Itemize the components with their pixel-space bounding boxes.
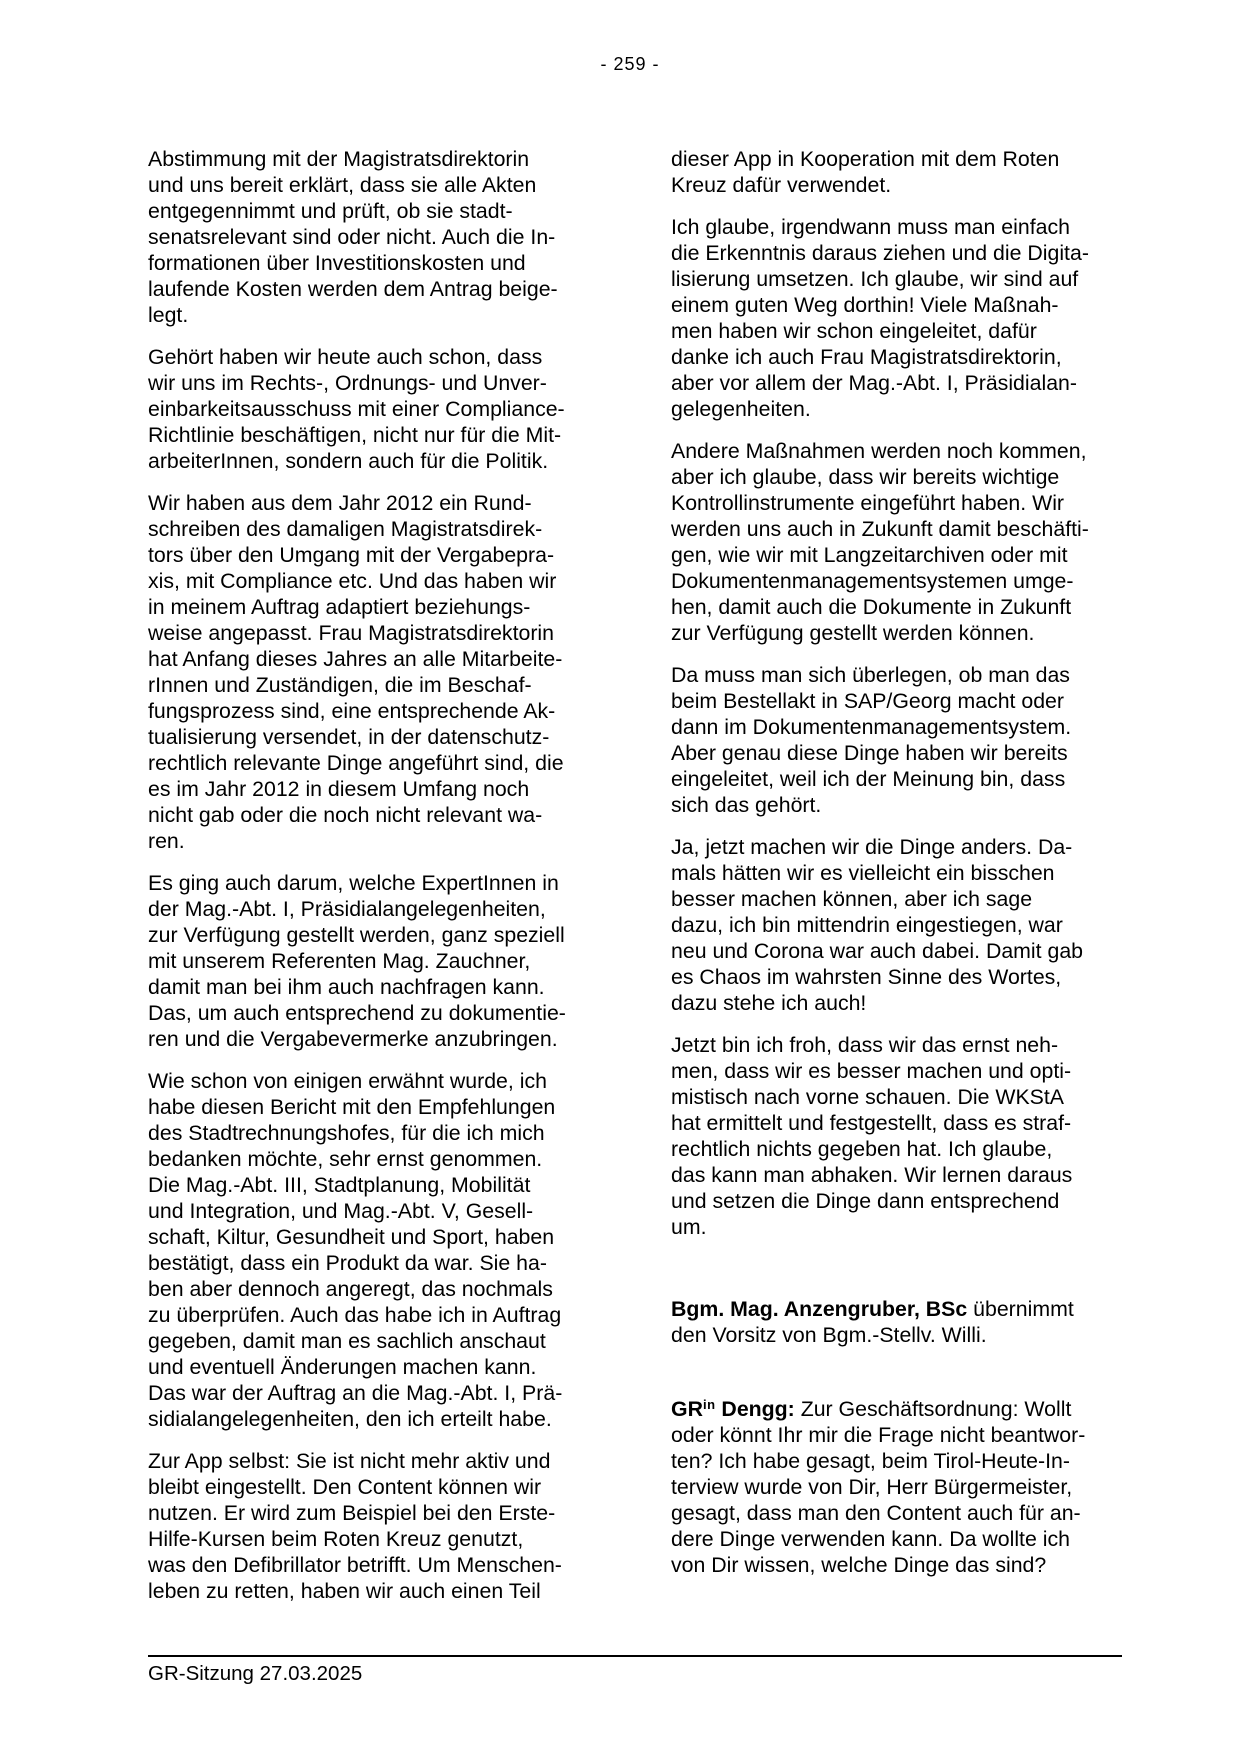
text-run: Abstimmung mit der Magistratsdirektorin xyxy=(148,147,530,171)
text-run: Ja, jetzt machen wir die Dinge anders. Da- xyxy=(671,835,1073,859)
paragraph xyxy=(148,146,589,328)
text-run: bestätigt, dass ein Produkt da war. Sie ha- xyxy=(148,1251,547,1275)
text-run: leben zu retten, haben wir auch einen Teil xyxy=(148,1579,541,1603)
text-run: und Integration, und Mag.-Abt. V, Gesell- xyxy=(148,1199,534,1223)
paragraph xyxy=(671,1296,1112,1348)
text-run: hen, damit auch die Dokumente in Zukunft xyxy=(671,595,1072,619)
text-run: Jetzt bin ich froh, dass wir das ernst neh- xyxy=(671,1033,1059,1057)
text-run: Gehört haben wir heute auch schon, dass xyxy=(148,345,543,369)
text-run: fungsprozess sind, eine entsprechende Ak- xyxy=(148,699,556,723)
text-run: und uns bereit erklärt, dass sie alle Akten xyxy=(148,173,537,197)
paragraph xyxy=(671,214,1112,422)
text-run: ren. xyxy=(148,829,185,853)
text-run: weise angepasst. Frau Magistratsdirektorin xyxy=(148,621,555,645)
text-run: schaft, Kiltur, Gesundheit und Sport, haben xyxy=(148,1225,555,1249)
text-run: einem guten Weg dorthin! Viele Maßnah- xyxy=(671,293,1059,317)
text-run: gesagt, dass man den Content auch für an- xyxy=(671,1501,1081,1525)
column-left xyxy=(148,146,589,1620)
paragraph xyxy=(671,662,1112,818)
text-run: hat Anfang dieses Jahres an alle Mitarbeite- xyxy=(148,647,563,671)
text-run: Kontrollinstrumente eingeführt haben. Wir xyxy=(671,491,1065,515)
text-run: und eventuell Änderungen machen kann. xyxy=(148,1355,537,1379)
text-run: legt. xyxy=(148,303,189,327)
text-run: Dokumentenmanagementsystemen umge- xyxy=(671,569,1074,593)
text-run: arbeiterInnen, sondern auch für die Politik. xyxy=(148,449,549,473)
footer-divider xyxy=(148,1655,1122,1657)
text-run: übernimmt xyxy=(967,1297,1074,1321)
text-run: nicht gab oder die noch nicht relevant wa- xyxy=(148,803,543,827)
text-run: tors über den Umgang mit der Vergabepra- xyxy=(148,543,555,567)
text-run: hat ermittelt und festgestellt, dass es straf- xyxy=(671,1111,1072,1135)
text-run: um. xyxy=(671,1215,707,1239)
text-run: dieser App in Kooperation mit dem Roten xyxy=(671,147,1060,171)
text-run: danke ich auch Frau Magistratsdirektorin, xyxy=(671,345,1062,369)
text-run: der Mag.-Abt. I, Präsidialangelegenheiten, xyxy=(148,897,546,921)
text-run: sidialangelegenheiten, den ich erteilt habe. xyxy=(148,1407,552,1431)
text-run: wir uns im Rechts-, Ordnungs- und Unver- xyxy=(148,371,547,395)
text-run: bedanken möchte, sehr ernst genommen. xyxy=(148,1147,543,1171)
text-run: es im Jahr 2012 in diesem Umfang noch xyxy=(148,777,530,801)
text-run: in meinem Auftrag adaptiert beziehungs- xyxy=(148,595,531,619)
text-run: die Erkenntnis daraus ziehen und die Digita- xyxy=(671,241,1089,265)
text-run: mals hätten wir es vielleicht ein bisschen xyxy=(671,861,1055,885)
text-run: rInnen und Zuständigen, die im Beschaf- xyxy=(148,673,532,697)
paragraph xyxy=(148,870,589,1052)
text-run: bleibt eingestellt. Den Content können wir xyxy=(148,1475,542,1499)
text-run: aber ich glaube, dass wir bereits wichtige xyxy=(671,465,1060,489)
text-run: Zur Geschäftsordnung: Wollt xyxy=(794,1397,1072,1421)
text-run: Die Mag.-Abt. III, Stadtplanung, Mobilität xyxy=(148,1173,531,1197)
text-run: men, dass wir es besser machen und opti- xyxy=(671,1059,1072,1083)
text-run: Kreuz dafür verwendet. xyxy=(671,173,892,197)
text-run: Das, um auch entsprechend zu dokumentie- xyxy=(148,1001,566,1025)
text-run: Zur App selbst: Sie ist nicht mehr aktiv und xyxy=(148,1449,551,1473)
text-run: ren und die Vergabevermerke anzubringen. xyxy=(148,1027,558,1051)
text-run: Wie schon von einigen erwähnt wurde, ich xyxy=(148,1069,547,1093)
text-run: gegeben, damit man es sachlich anschaut xyxy=(148,1329,546,1353)
text-run: Ich glaube, irgendwann muss man einfach xyxy=(671,215,1070,239)
text-run: zur Verfügung gestellt werden, ganz speziell xyxy=(148,923,565,947)
column-right xyxy=(671,146,1112,1620)
text-run: Richtlinie beschäftigen, nicht nur für die Mit- xyxy=(148,423,562,447)
text-run: lisierung umsetzen. Ich glaube, wir sind auf xyxy=(671,267,1079,291)
text-run: was den Defibrillator betrifft. Um Menschen- xyxy=(148,1553,562,1577)
text-run: rechtlich nichts gegeben hat. Ich glaube, xyxy=(671,1137,1053,1161)
text-run: Das war der Auftrag an die Mag.-Abt. I, Prä- xyxy=(148,1381,563,1405)
text-run: zu überprüfen. Auch das habe ich in Auftrag xyxy=(148,1303,562,1327)
text-run: einbarkeitsausschuss mit einer Compliance- xyxy=(148,397,565,421)
paragraph xyxy=(148,1068,589,1432)
text-run: Aber genau diese Dinge haben wir bereits xyxy=(671,741,1068,765)
footer-text: GR-Sitzung 27.03.2025 xyxy=(148,1662,363,1685)
text-run: gen, wie wir mit Langzeitarchiven oder mit xyxy=(671,543,1068,567)
text-run: dazu stehe ich auch! xyxy=(671,991,867,1015)
text-run: werden uns auch in Zukunft damit beschäfti- xyxy=(671,517,1089,541)
text-run: laufende Kosten werden dem Antrag beige- xyxy=(148,277,558,301)
speaker-name: Dengg: xyxy=(715,1397,795,1421)
text-run: men haben wir schon eingeleitet, dafür xyxy=(671,319,1037,343)
text-run: habe diesen Bericht mit den Empfehlungen xyxy=(148,1095,556,1119)
text-run: Wir haben aus dem Jahr 2012 ein Rund- xyxy=(148,491,532,515)
paragraph xyxy=(671,438,1112,646)
text-run: beim Bestellakt in SAP/Georg macht oder xyxy=(671,689,1064,713)
text-run: Hilfe-Kursen beim Roten Kreuz genutzt, xyxy=(148,1527,524,1551)
text-run: das kann man abhaken. Wir lernen daraus xyxy=(671,1163,1073,1187)
text-run: dann im Dokumentenmanagementsystem. xyxy=(671,715,1072,739)
paragraph xyxy=(671,146,1112,198)
paragraph xyxy=(671,1392,1112,1578)
paragraph xyxy=(671,834,1112,1016)
text-run: ben aber dennoch angeregt, das nochmals xyxy=(148,1277,553,1301)
text-run: dazu, ich bin mittendrin eingestiegen, war xyxy=(671,913,1063,937)
text-run: dere Dinge verwenden kann. Da wollte ich xyxy=(671,1527,1070,1551)
paragraph xyxy=(671,1032,1112,1240)
paragraph xyxy=(148,490,589,854)
speaker-name: Bgm. Mag. Anzengruber, BSc xyxy=(671,1297,968,1321)
text-run: terview wurde von Dir, Herr Bürgermeister, xyxy=(671,1475,1073,1499)
text-run: formationen über Investitionskosten und xyxy=(148,251,526,275)
text-run: gelegenheiten. xyxy=(671,397,811,421)
text-run: Andere Maßnahmen werden noch kommen, xyxy=(671,439,1087,463)
text-run: von Dir wissen, welche Dinge das sind? xyxy=(671,1553,1047,1577)
paragraph xyxy=(148,1448,589,1604)
text-run: Da muss man sich überlegen, ob man das xyxy=(671,663,1070,687)
text-run: mit unserem Referenten Mag. Zauchner, xyxy=(148,949,531,973)
text-run: nutzen. Er wird zum Beispiel bei den Erste- xyxy=(148,1501,556,1525)
text-run: des Stadtrechnungshofes, für die ich mich xyxy=(148,1121,545,1145)
text-run: schreiben des damaligen Magistratsdirek- xyxy=(148,517,543,541)
text-run: mistisch nach vorne schauen. Die WKStA xyxy=(671,1085,1064,1109)
text-run: zur Verfügung gestellt werden können. xyxy=(671,621,1035,645)
text-run: eingeleitet, weil ich der Meinung bin, dass xyxy=(671,767,1066,791)
text-run: besser machen können, aber ich sage xyxy=(671,887,1033,911)
text-run: und setzen die Dinge dann entsprechend xyxy=(671,1189,1060,1213)
text-run: den Vorsitz von Bgm.-Stellv. Willi. xyxy=(671,1323,987,1347)
text-run: ten? Ich habe gesagt, beim Tirol-Heute-In- xyxy=(671,1449,1070,1473)
paragraph xyxy=(148,344,589,474)
text-run: Es ging auch darum, welche ExpertInnen in xyxy=(148,871,559,895)
text-run: damit man bei ihm auch nachfragen kann. xyxy=(148,975,545,999)
text-run: es Chaos im wahrsten Sinne des Wortes, xyxy=(671,965,1062,989)
text-run: aber vor allem der Mag.-Abt. I, Präsidialan- xyxy=(671,371,1077,395)
page-number: - 259 - xyxy=(600,54,660,74)
text-run: neu und Corona war auch dabei. Damit gab xyxy=(671,939,1084,963)
text-run: oder könnt Ihr mir die Frage nicht beantwor- xyxy=(671,1423,1086,1447)
text-run: entgegennimmt und prüft, ob sie stadt- xyxy=(148,199,513,223)
page-body xyxy=(148,146,1112,1620)
text-run: tualisierung versendet, in der datenschutz- xyxy=(148,725,550,749)
text-run: sich das gehört. xyxy=(671,793,822,817)
speaker-name: GR xyxy=(671,1397,703,1421)
text-run: rechtlich relevante Dinge angeführt sind, die xyxy=(148,751,564,775)
text-run: xis, mit Compliance etc. Und das haben wir xyxy=(148,569,557,593)
text-run: senatsrelevant sind oder nicht. Auch die In- xyxy=(148,225,556,249)
speaker-name: in xyxy=(702,1397,716,1412)
